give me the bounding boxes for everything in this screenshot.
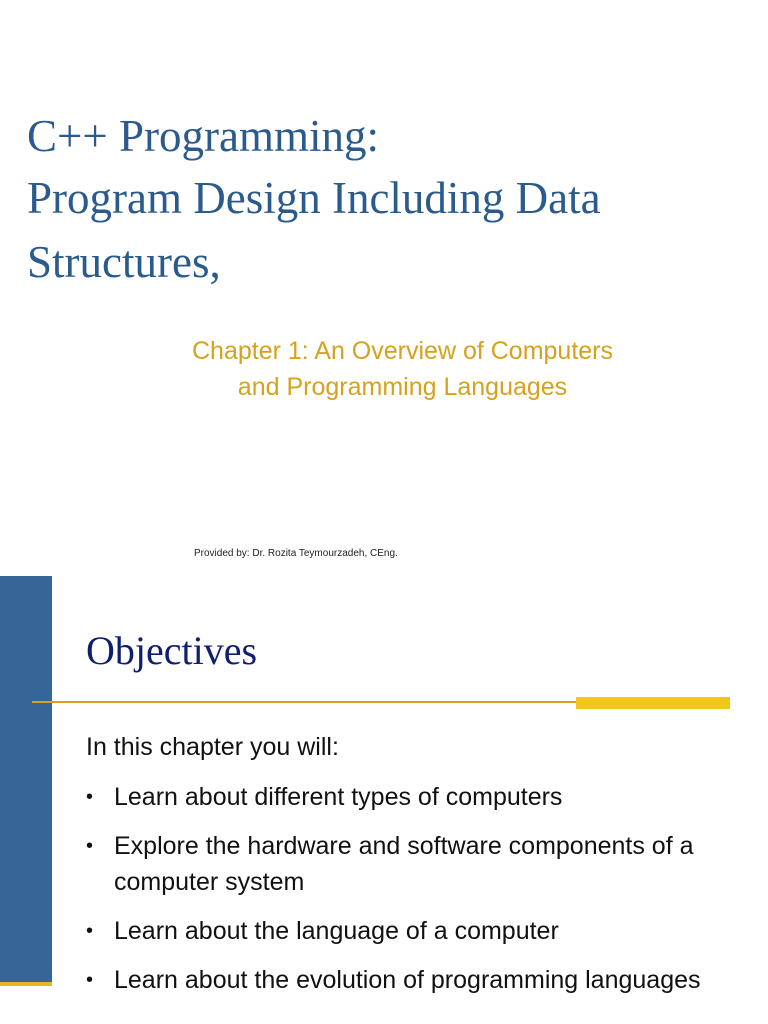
slide-title-line-2: Program Design Including Data — [27, 173, 601, 223]
list-item — [86, 828, 726, 900]
slide-title-line-1: C++ Programming: — [27, 111, 380, 161]
list-item-text: Learn about different types of computers — [114, 783, 563, 811]
bullet-icon: • — [86, 835, 94, 857]
list-item-text: Learn about the evolution of programming languages — [114, 966, 701, 994]
objectives-title: Objectives — [86, 628, 258, 673]
chapter-subtitle-line-2: and Programming Languages — [237, 373, 568, 401]
objectives-slide — [0, 576, 768, 1024]
bullet-icon: • — [86, 920, 94, 942]
bullet-icon: • — [86, 969, 94, 991]
list-item — [86, 779, 726, 815]
bullet-icon: • — [86, 786, 94, 808]
list-item — [86, 913, 726, 949]
objectives-intro: In this chapter you will: — [86, 733, 339, 761]
list-item-text: Explore the hardware and software components of a computer system — [114, 832, 694, 896]
list-item — [86, 962, 726, 998]
list-item-text: Learn about the language of a computer — [114, 917, 559, 945]
side-accent-underline — [0, 982, 52, 986]
author-credit: Provided by: Dr. Rozita Teymourzadeh, CEng. — [194, 548, 398, 559]
side-accent-bar — [0, 576, 52, 986]
chapter-subtitle-line-1: Chapter 1: An Overview of Computers — [191, 337, 614, 365]
objectives-list — [86, 779, 726, 1011]
slide-title-line-3: Structures, — [27, 237, 221, 287]
title-divider-highlight — [576, 697, 730, 709]
